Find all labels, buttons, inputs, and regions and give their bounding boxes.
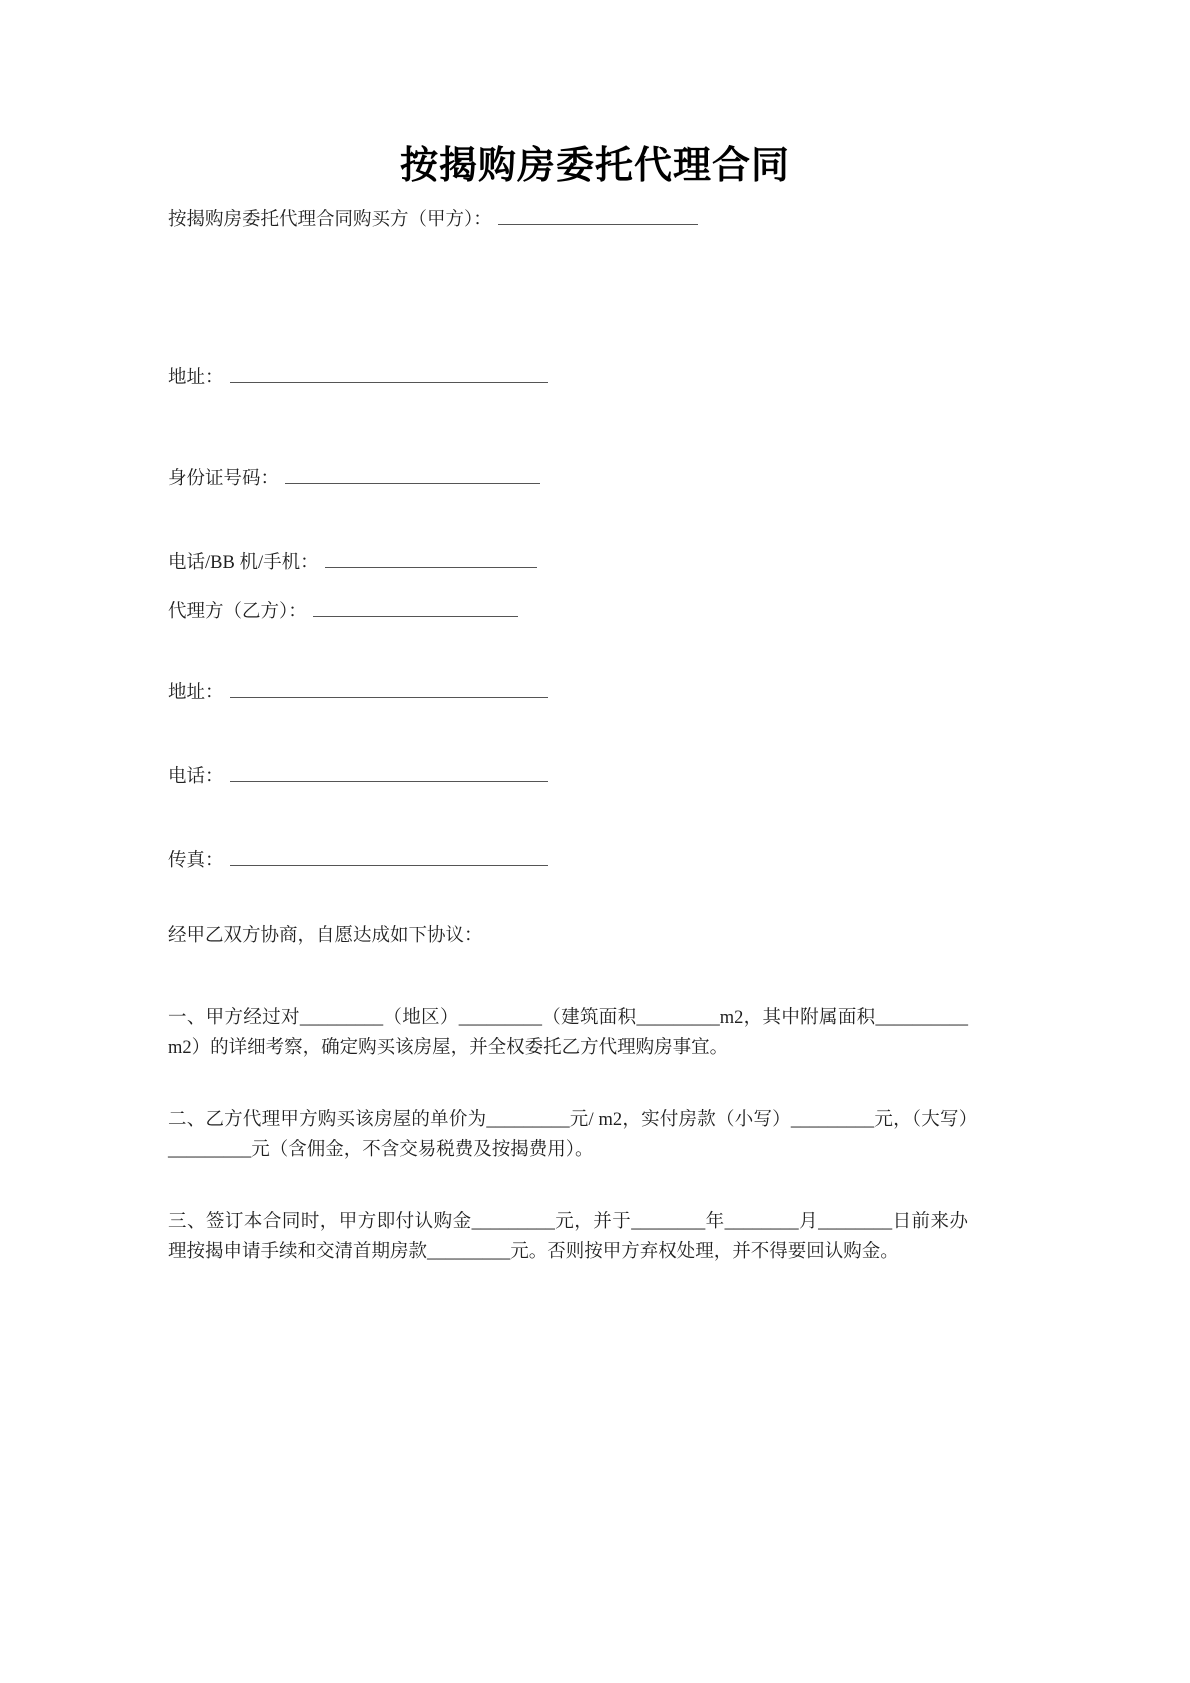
agreement-intro: 经甲乙双方协商，自愿达成如下协议： — [168, 926, 483, 946]
spacer — [168, 1166, 968, 1208]
clause-three: 三、签订本合同时，甲方即付认购金_________元，并于________年________月________日前来办理按揭申请手续和交清首期房款_________元。否则按甲方弃权处理，并不得要回认购金。 — [168, 1211, 968, 1262]
agent-phone-label: 电话： — [168, 767, 224, 787]
spacer — [168, 623, 968, 678]
spacer — [168, 389, 968, 464]
spacer — [168, 872, 968, 922]
buyer-address-blank[interactable] — [230, 364, 548, 384]
agent-fax-label: 传真： — [168, 851, 224, 871]
buyer-phone-blank[interactable] — [325, 549, 537, 569]
spacer — [168, 952, 968, 1004]
buyer-address-label: 地址： — [168, 368, 224, 388]
agent-address-blank[interactable] — [230, 679, 548, 699]
agent-fax-blank[interactable] — [230, 847, 548, 867]
spacer — [168, 574, 968, 597]
agent-address-field — [168, 678, 968, 704]
spacer — [168, 704, 968, 762]
clause-two: 二、乙方代理甲方购买该房屋的单价为_________元/ m2，实付房款（小写）_________元，（大写）_________元（含佣金，不含交易税费及按揭费用）。 — [168, 1109, 968, 1160]
page-title: 按揭购房委托代理合同 — [399, 143, 790, 187]
agent-name-field — [168, 597, 968, 623]
agent-phone-blank[interactable] — [230, 763, 548, 783]
buyer-id-label: 身份证号码： — [168, 469, 280, 489]
agent-address-label: 地址： — [168, 683, 224, 703]
spacer — [168, 490, 968, 548]
buyer-address-field — [168, 363, 968, 389]
buyer-name-field — [168, 205, 968, 231]
agent-name-label: 代理方（乙方）： — [168, 602, 307, 622]
agent-fax-field — [168, 846, 968, 872]
spacer — [168, 231, 968, 363]
buyer-name-label: 按揭购房委托代理合同购买方（甲方）： — [168, 210, 492, 230]
spacer — [168, 788, 968, 846]
clause-one: 一、甲方经过对_________（地区）_________（建筑面积_________m2，其中附属面积__________m2）的详细考察，确定购买该房屋，并全权委托乙方代理购房事宜。 — [168, 1007, 968, 1058]
document-body — [168, 205, 968, 1268]
buyer-id-field — [168, 464, 968, 490]
agent-name-blank[interactable] — [313, 598, 518, 618]
buyer-phone-field — [168, 548, 968, 574]
buyer-phone-label: 电话/BB 机/手机： — [168, 553, 319, 573]
buyer-id-blank[interactable] — [285, 465, 540, 485]
spacer — [168, 1064, 968, 1106]
buyer-name-blank[interactable] — [498, 206, 698, 226]
agent-phone-field — [168, 762, 968, 788]
